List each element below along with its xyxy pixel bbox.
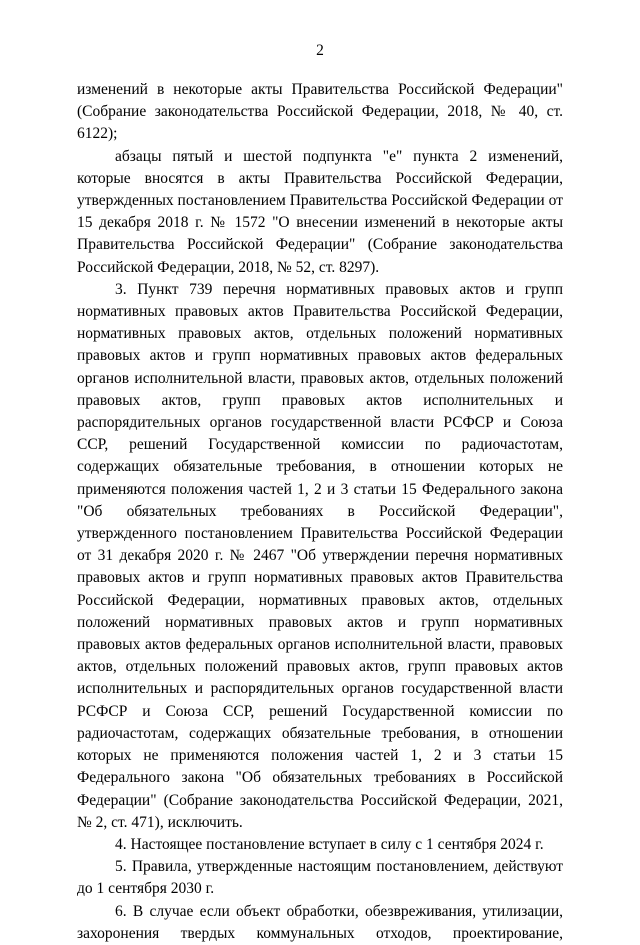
- paragraph-item-4: 4. Настоящее постановление вступает в силу с 1 сентября 2024 г.: [115, 835, 544, 853]
- document-body: [77, 79, 563, 945]
- paragraph-item-6: 6. В случае если объект обработки, обезвреживания, утилизации, захоронения твердых коммунальных отходов, проектирование,: [77, 902, 563, 942]
- paragraph-continuation: изменений в некоторые акты Правительства Российской Федерации" (Собрание законодательства Российской Федерации, 2018, № 40, ст. 6122);: [77, 81, 563, 143]
- paragraph-subparagraph-e: абзацы пятый и шестой подпункта "е" пункта 2 изменений, которые вносятся в акты Правительства Российской Федерации, утвержденных постановлением Правительства Российской Федерации от 15 декабря 2018 г. № 1572 "О внесении изменений в некоторые акты Правительства Российской Федерации" (Собрание законодательства Российской Федерации, 2018, № 52, ст. 8297).: [77, 147, 563, 276]
- paragraph-item-5: 5. Правила, утвержденные настоящим постановлением, действуют до 1 сентября 2030 г.: [77, 858, 563, 898]
- page-number: 2: [316, 42, 324, 59]
- paragraph-item-3: 3. Пункт 739 перечня нормативных правовых актов и групп нормативных правовых актов Правительства Российской Федерации, нормативных правовых актов, отдельных положений нормативных правовых актов и групп нормативных правовых актов федеральных органов исполнительной власти, правовых актов, отдельных положений правовых актов, групп правовых актов исполнительных и распорядительных органов государственной власти РСФСР и Союза ССР, решений Государственной комиссии по радиочастотам, содержащих обязательные требования, в отношении которых не применяются положения частей 1, 2 и 3 статьи 15 Федерального закона "Об обязательных требованиях в Российской Федерации", утвержденного постановлением Правительства Российской Федерации от 31 декабря 2020 г. № 2467 "Об утверждении перечня нормативных правовых актов и групп нормативных правовых актов Правительства Российской Федерации, нормативных правовых актов, отдельных положений нормативных правовых актов и групп нормативных правовых актов федеральных органов исполнительной власти, правовых актов, отдельных положений правовых актов, групп правовых актов исполнительных и распорядительных органов государственной власти РСФСР и Союза ССР, решений Государственной комиссии по радиочастотам, содержащих обязательные требования, в отношении которых не применяются положения частей 1, 2 и 3 статьи 15 Федерального закона "Об обязательных требованиях в Российской Федерации" (Собрание законодательства Российской Федерации, 2021, № 2, ст. 471), исключить.: [77, 280, 563, 831]
